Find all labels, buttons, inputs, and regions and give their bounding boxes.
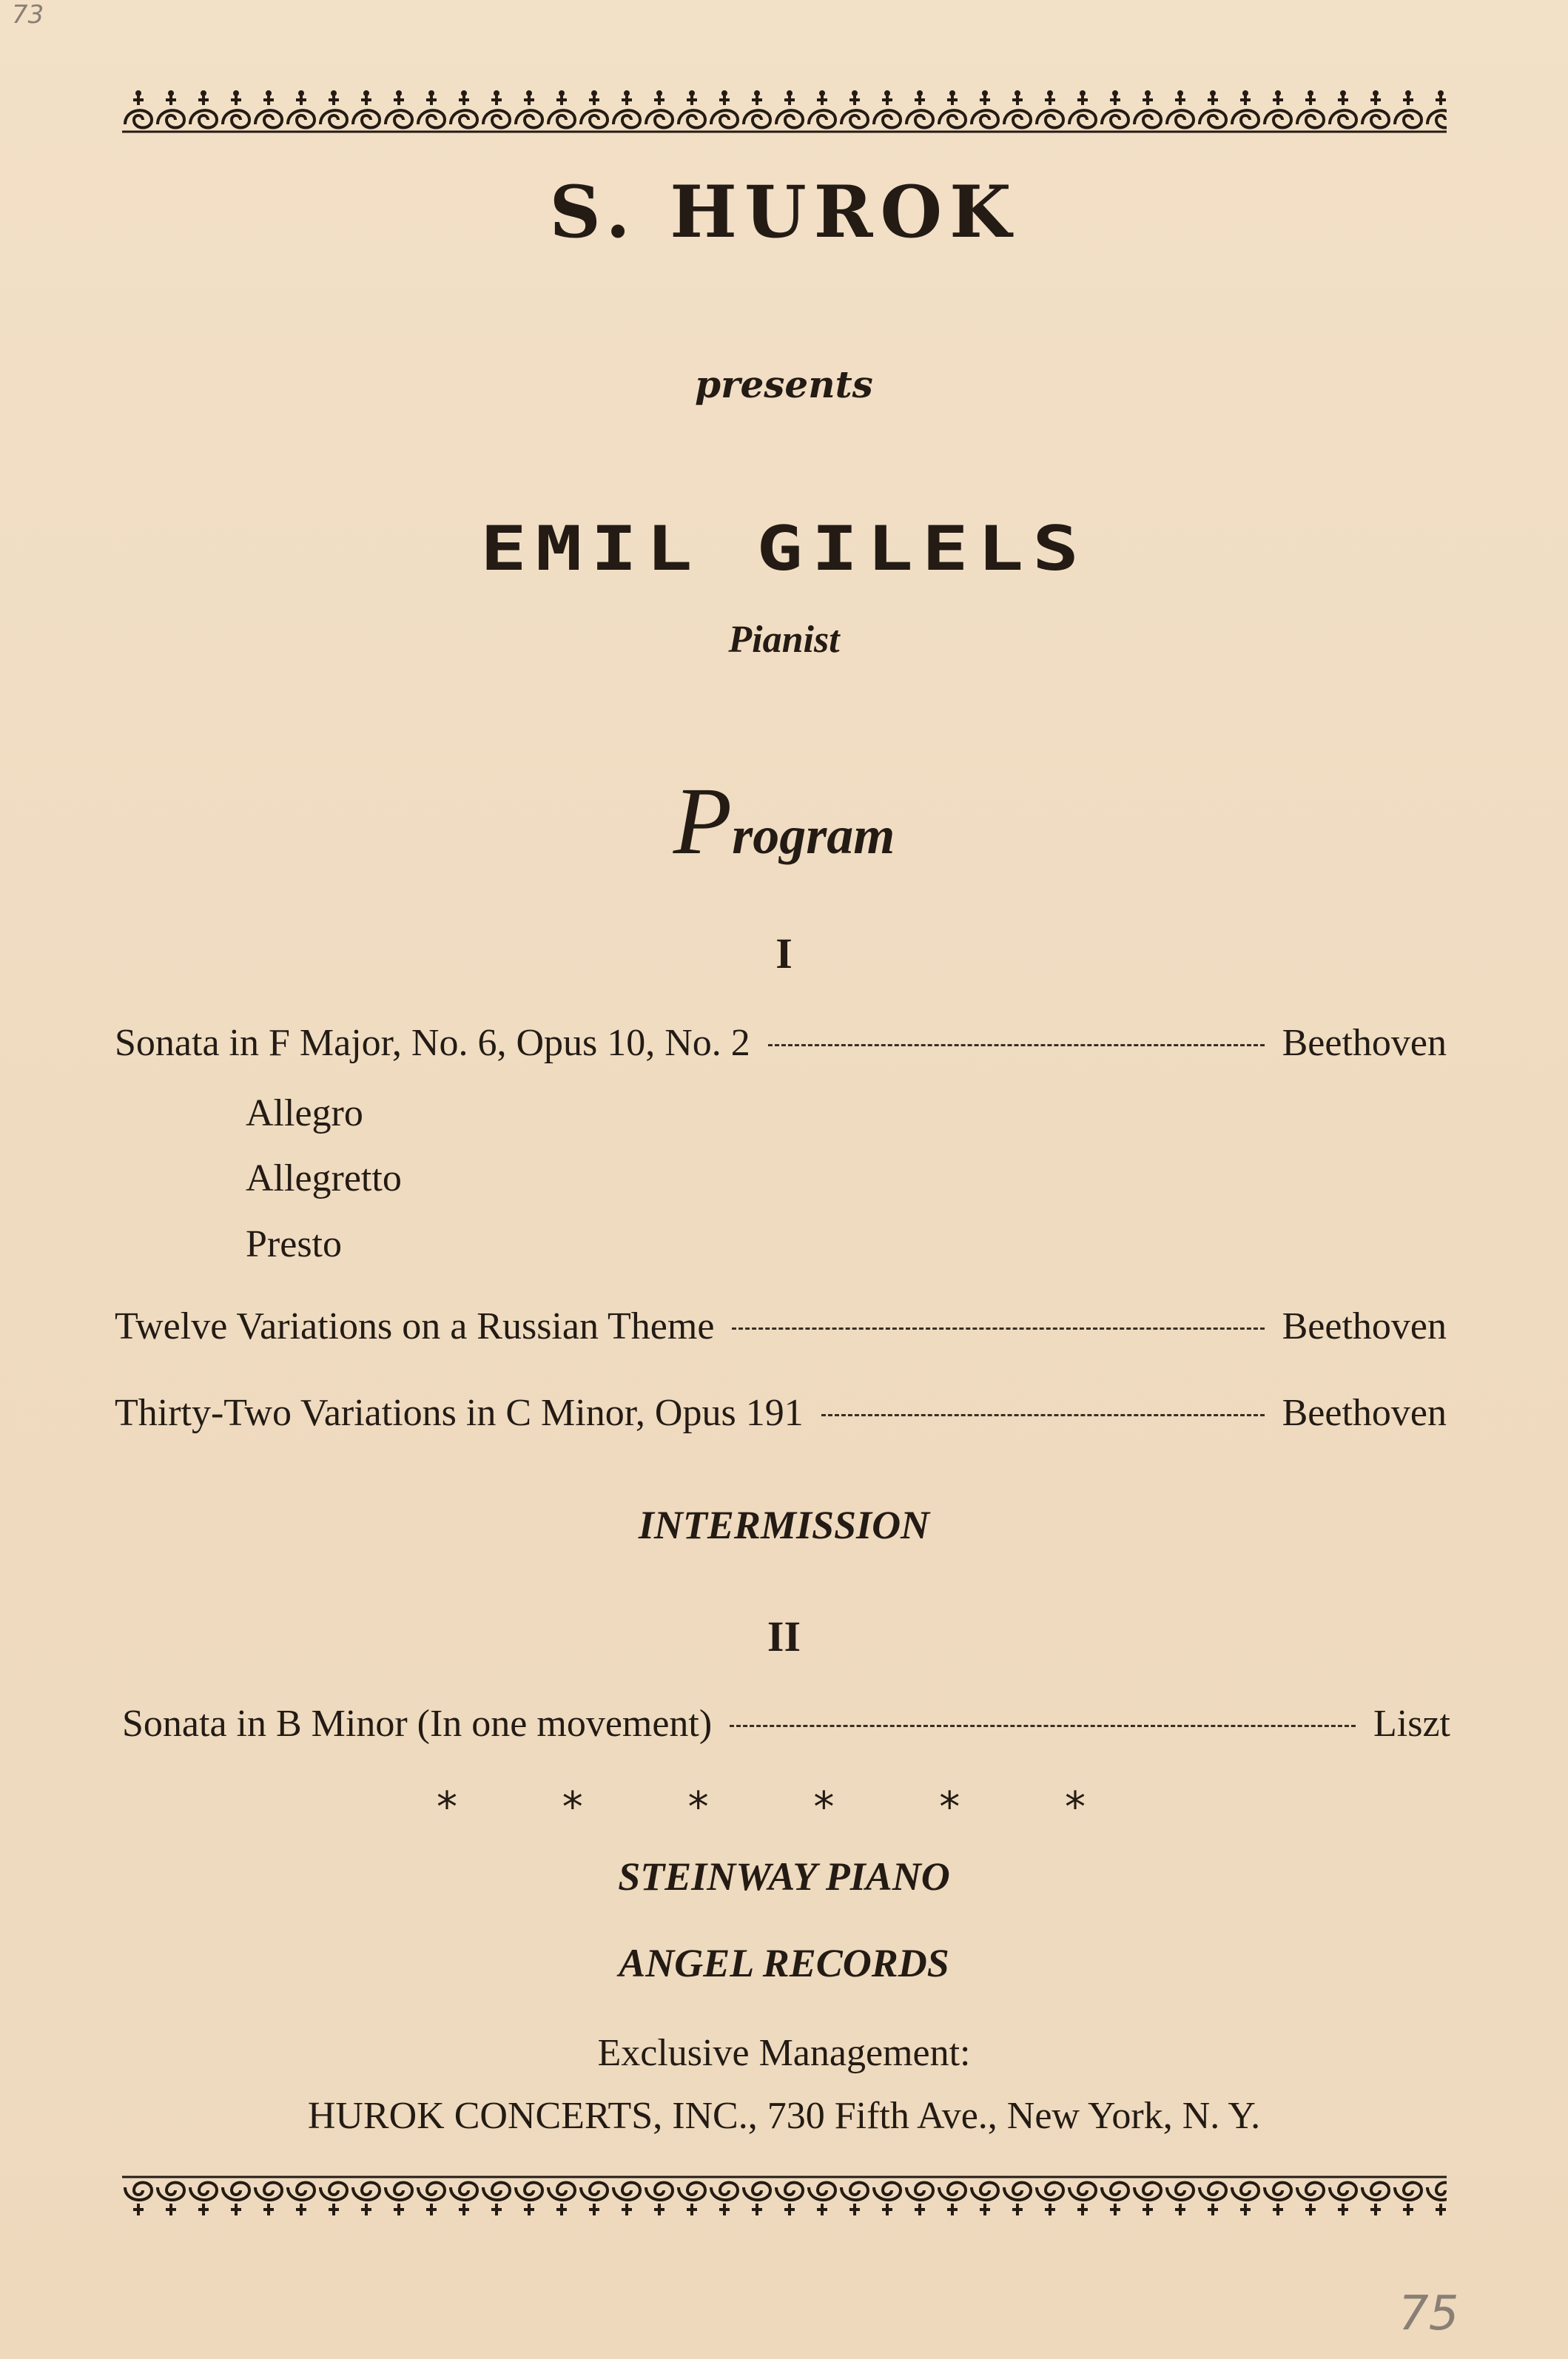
scroll-ornament-icon	[122, 87, 1447, 135]
movement-item: Allegretto	[246, 1157, 402, 1199]
artist-role: Pianist	[728, 619, 840, 661]
records-credit: ANGEL RECORDS	[619, 1941, 949, 1985]
movement-item: Presto	[246, 1223, 342, 1265]
management-label: Exclusive Management:	[597, 2032, 971, 2074]
scroll-ornament-icon	[122, 2174, 1447, 2221]
program-entry	[122, 1702, 1450, 1746]
program-heading-initial: P	[673, 768, 733, 875]
pencil-note-bottom: 75	[1399, 2286, 1459, 2341]
work-title: Sonata in F Major, No. 6, Opus 10, No. 2	[115, 1022, 750, 1064]
piano-credit: STEINWAY PIANO	[618, 1854, 950, 1899]
dot-leader	[732, 1327, 1264, 1330]
composer-name: Liszt	[1373, 1703, 1450, 1745]
composer-name: Beethoven	[1282, 1392, 1447, 1434]
dot-leader	[730, 1725, 1356, 1727]
management-address: HUROK CONCERTS, INC., 730 Fifth Ave., New York, N. Y.	[307, 2095, 1261, 2137]
ornamental-border-bottom	[0, 2174, 1568, 2221]
intermission-label: INTERMISSION	[638, 1503, 930, 1547]
program-entry	[115, 1021, 1447, 1065]
part-two-numeral: II	[767, 1612, 801, 1660]
program-entry	[115, 1305, 1447, 1348]
composer-name: Beethoven	[1282, 1022, 1447, 1064]
ornamental-border-top	[0, 87, 1568, 135]
composer-name: Beethoven	[1282, 1305, 1447, 1347]
work-title: Sonata in B Minor (In one movement)	[122, 1703, 713, 1745]
pencil-note-top: 73	[12, 0, 44, 30]
program-heading	[0, 766, 1568, 877]
work-title: Thirty-Two Variations in C Minor, Opus 191	[115, 1392, 804, 1434]
work-title: Twelve Variations on a Russian Theme	[115, 1305, 715, 1347]
program-heading-rest: rogram	[732, 806, 895, 865]
presenter-name: S. HUROK	[549, 170, 1019, 254]
dot-leader	[768, 1044, 1265, 1046]
star-separator: * * * * * *	[436, 1783, 1131, 1831]
program-entry	[115, 1391, 1447, 1435]
movement-item: Allegro	[246, 1092, 363, 1134]
dot-leader	[821, 1414, 1265, 1416]
artist-name: EMIL GILELS	[480, 512, 1088, 585]
part-one-numeral: I	[775, 929, 793, 977]
presents-label: presents	[695, 363, 873, 406]
